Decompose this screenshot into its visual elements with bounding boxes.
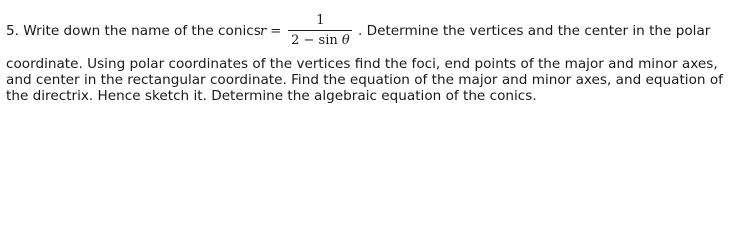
fraction-denominator — [287, 31, 354, 49]
equation-variable: r — [260, 23, 267, 39]
problem-body-text: coordinate. Using polar coordinates of the vertices find the foci, end points of the major and minor axes, and center in the rectangular coordinate. Find the equation of the major and minor axes, and equation of the directrix. Hence sketch it. Determine the algebraic equation of the conics. — [6, 56, 723, 104]
problem-first-line — [6, 0, 734, 56]
polar-equation — [260, 13, 354, 49]
problem-lead-text: 5. Write down the name of the conics — [6, 23, 261, 39]
problem-trail-text: . Determine the vertices and the center in the polar — [358, 23, 711, 39]
problem-statement — [6, 0, 734, 104]
fraction-numerator: 1 — [316, 13, 325, 28]
equation-equals: = — [270, 23, 282, 39]
equation-fraction — [287, 13, 354, 49]
denominator-theta: θ — [341, 33, 350, 48]
denominator-prefix: 2 − sin — [291, 33, 338, 48]
